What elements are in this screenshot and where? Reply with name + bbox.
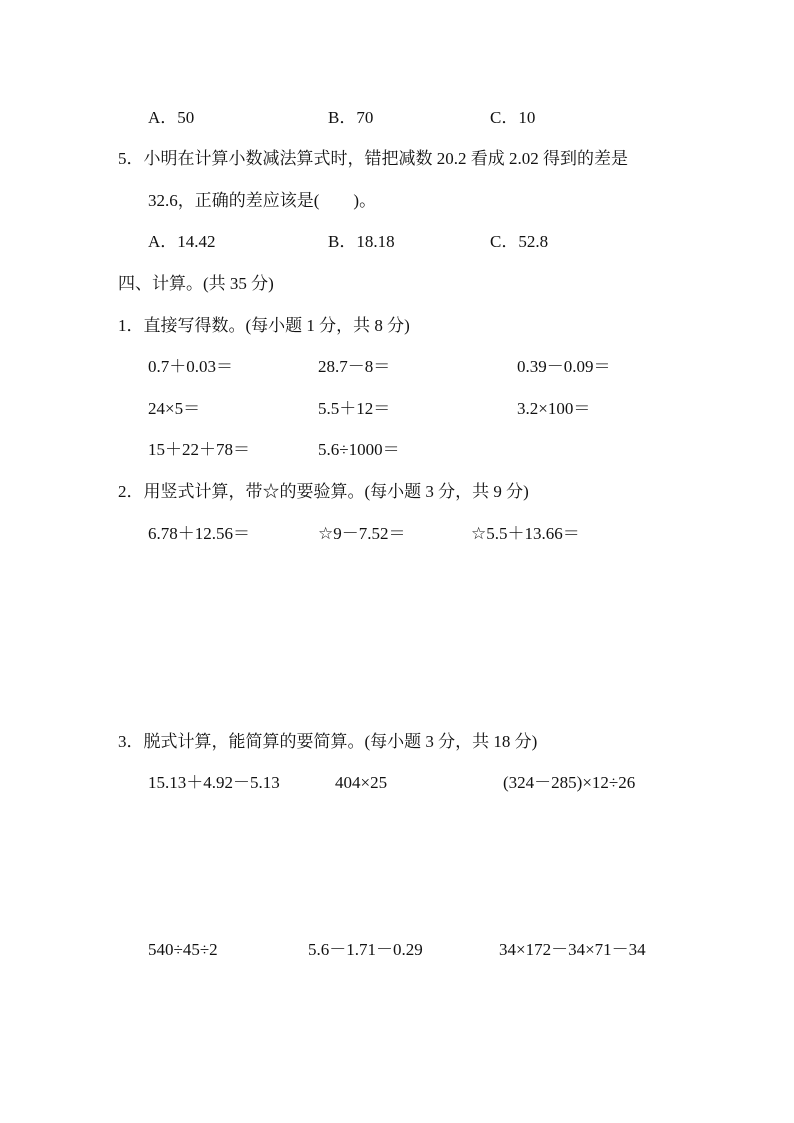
q5-text-line2: 32.6，正确的差应该是( )。: [148, 191, 377, 210]
q3-title: 3．脱式计算，能简算的要简算。(每小题 3 分，共 18 分): [118, 732, 538, 751]
q5-text-line1: 5．小明在计算小数减法算式时，错把减数 20.2 看成 2.02 得到的差是: [118, 149, 628, 168]
q3-item: 404×25: [335, 773, 388, 792]
section4-heading: 四、计算。(共 35 分): [118, 274, 274, 293]
q5-option-b: B．18.18: [328, 232, 395, 251]
q1-item: 24×5＝: [148, 399, 201, 418]
q3-item: 15.13＋4.92－5.13: [148, 773, 280, 792]
q4-option-b: B．70: [328, 108, 374, 127]
q2-item: ☆9－7.52＝: [318, 524, 406, 543]
q1-item: 0.7＋0.03＝: [148, 357, 233, 376]
q4-option-c: C．10: [490, 108, 536, 127]
q4-option-a: A．50: [148, 108, 195, 127]
q3-item: 540÷45÷2: [148, 940, 218, 959]
q2-title: 2．用竖式计算，带☆的要验算。(每小题 3 分，共 9 分): [118, 482, 529, 501]
q2-item: 6.78＋12.56＝: [148, 524, 250, 543]
q1-item: 28.7－8＝: [318, 357, 391, 376]
q1-item: 5.5＋12＝: [318, 399, 391, 418]
q2-item: ☆5.5＋13.66＝: [471, 524, 580, 543]
q1-item: 5.6÷1000＝: [318, 440, 400, 459]
q1-item: 15＋22＋78＝: [148, 440, 250, 459]
q3-item: (324－285)×12÷26: [503, 773, 636, 792]
q1-title: 1．直接写得数。(每小题 1 分，共 8 分): [118, 316, 410, 335]
q1-item: 0.39－0.09＝: [517, 357, 611, 376]
q3-item: 34×172－34×71－34: [499, 940, 646, 959]
q1-item: 3.2×100＝: [517, 399, 591, 418]
q5-option-a: A．14.42: [148, 232, 216, 251]
q3-item: 5.6－1.71－0.29: [308, 940, 423, 959]
q5-option-c: C．52.8: [490, 232, 549, 251]
